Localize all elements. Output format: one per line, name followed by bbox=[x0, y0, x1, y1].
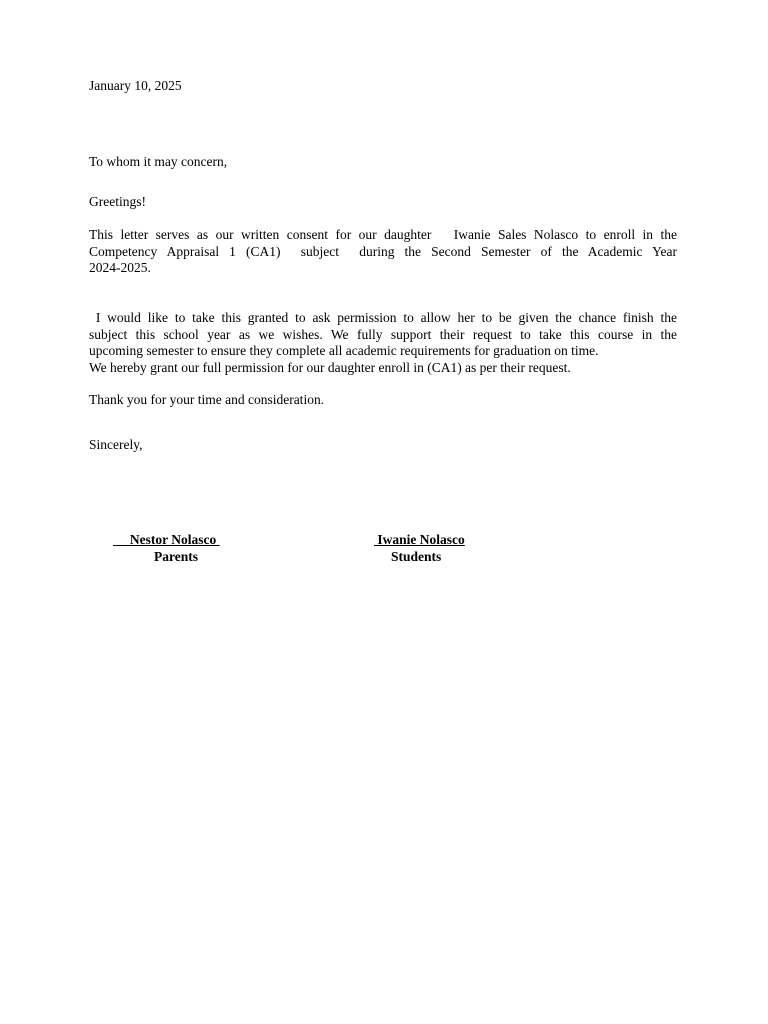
paragraph-line: We hereby grant our full permission for our daughter enroll in (CA1) as per their request. bbox=[89, 359, 571, 375]
paragraph-line: upcoming semester to ensure they complete all academic requirements for graduation on time. bbox=[89, 343, 599, 358]
student-signature-role: Students bbox=[391, 549, 442, 564]
student-signature-name: Iwanie Nolasco bbox=[374, 532, 465, 547]
letter-greeting: Greetings! bbox=[89, 194, 146, 209]
closing-line: Sincerely, bbox=[89, 437, 143, 452]
parent-signature-name: Nestor Nolasco bbox=[113, 532, 220, 547]
paragraph-line: 2024-2025. bbox=[89, 260, 151, 275]
paragraph-line: Competency Appraisal 1 (CA1) subject during the Second Semester of the Academic Year bbox=[89, 243, 677, 259]
letter-salutation: To whom it may concern, bbox=[89, 154, 228, 169]
permission-paragraph bbox=[89, 310, 677, 376]
paragraph-line: I would like to take this granted to ask permission to allow her to be given the chance finish the bbox=[89, 310, 677, 325]
parent-signature-role: Parents bbox=[154, 549, 198, 564]
paragraph-line: This letter serves as our written consent for our daughter Iwanie Sales Nolasco to enroll in the bbox=[89, 227, 677, 242]
paragraph-line: subject this school year as we wishes. We fully support their request to take this course in the bbox=[89, 326, 677, 342]
letter-date: January 10, 2025 bbox=[89, 78, 182, 93]
thank-you-line: Thank you for your time and consideration. bbox=[89, 392, 325, 407]
consent-paragraph bbox=[89, 227, 677, 277]
